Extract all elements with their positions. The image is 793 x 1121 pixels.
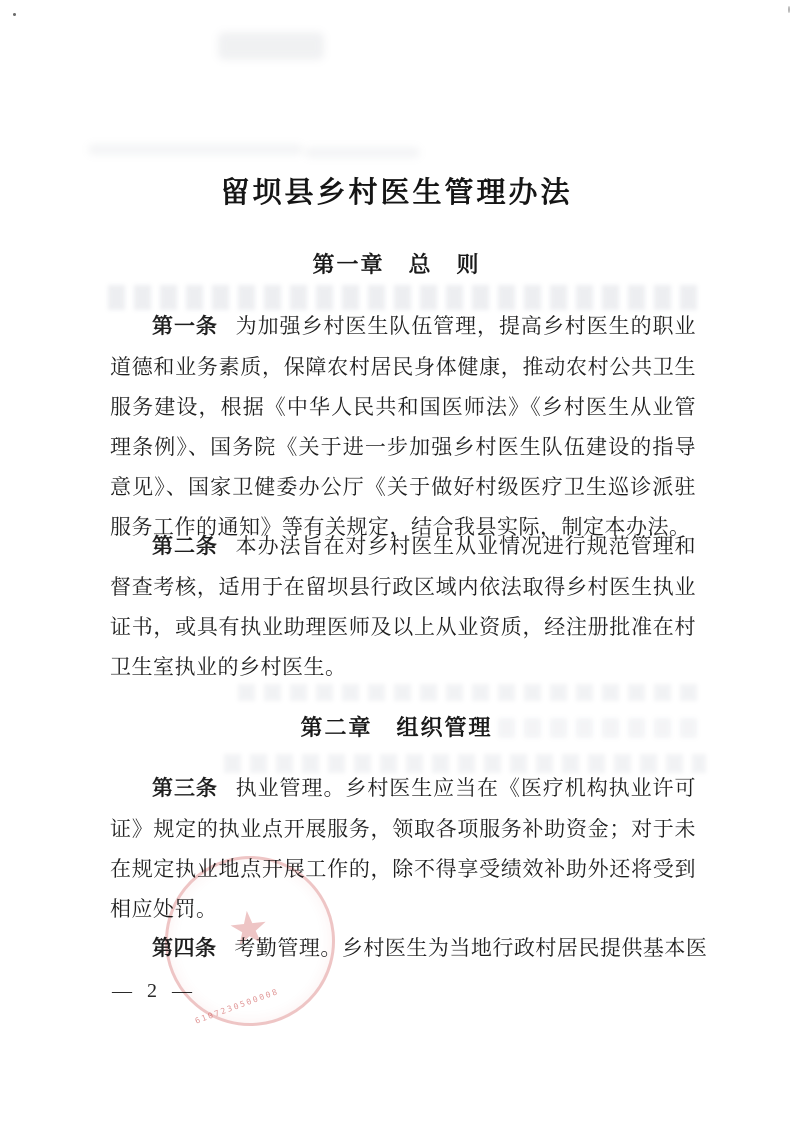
article-2-text: 本办法旨在对乡村医生从业情况进行规范管理和督查考核，适用于在留坝县行政区域内依法取得乡村医生执业证书，或具有执业助理医师及以上从业资质，经注册批准在村卫生室执业的乡村医生。 [110,534,697,679]
article-3-text: 执业管理。乡村医生应当在《医疗机构执业许可证》规定的执业点开展服务，领取各项服务补助资金；对于未在规定执业地点开展工作的，除不得享受绩效补助外还将受到相应处罚。 [110,776,697,921]
article-1-text: 为加强乡村医生队伍管理，提高乡村医生的职业道德和业务素质，保障农村居民身体健康，推动农村公共卫生服务建设，根据《中华人民共和国医师法》《乡村医生从业管理条例》、国务院《关于进一步加强乡村医生队伍建设的指导意见》、国家卫健委办公厅《关于做好村级医疗卫生巡诊派驻服务工作的通知》等有关规定，结合我县实际，制定本办法。 [110,314,697,539]
article-4-text: 考勤管理。乡村医生为当地行政村居民提供基本医 [234,936,708,960]
article-1-label: 第一条 [152,315,218,338]
bleedthrough-smudge [305,147,420,158]
chapter-2-heading: 第二章 组织管理 [300,715,493,740]
bleedthrough-smudge [218,32,324,60]
chapter-1-heading: 第一章 总 则 [312,252,481,277]
stamp-code: 6107230500008 [193,986,281,1026]
scan-speck [788,6,790,13]
document-title: 留坝县乡村医生管理办法 [220,177,573,209]
article-1-paragraph [110,306,696,547]
article-3-label: 第三条 [152,777,218,800]
scan-speck [13,13,16,16]
star-icon: ★ [225,898,272,957]
bleedthrough-smudge [88,144,303,155]
article-4-paragraph [110,928,710,969]
article-2-label: 第二条 [152,535,218,558]
article-4-label: 第四条 [152,937,217,960]
article-3-paragraph [110,768,696,929]
article-2-paragraph [110,526,696,687]
page-number: — 2 — [112,980,197,1002]
